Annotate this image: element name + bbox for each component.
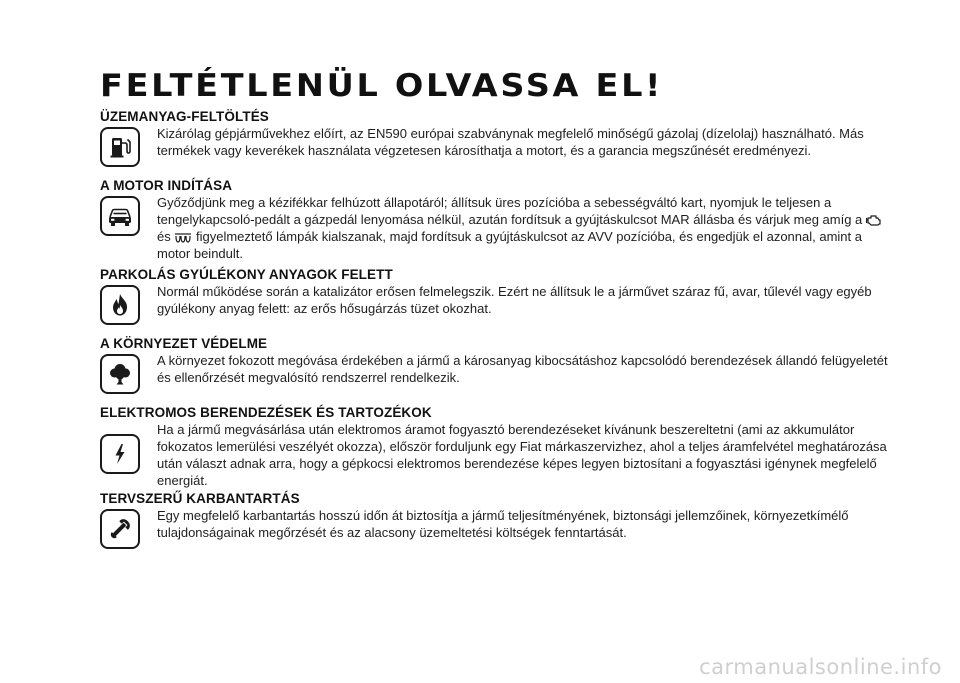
section-heading: ÜZEMANYAG-FELTÖLTÉS bbox=[100, 109, 269, 124]
glow-plug-icon bbox=[174, 232, 192, 244]
fire-icon bbox=[100, 285, 140, 325]
section-text: Egy megfelelő karbantartás hosszú időn át biztosítja a jármű teljesítményének, biztonsági jellemzőinek, környezetkímélő tulajdonságainak megőrzését és az alacsony üzemeltetési költségek fenntartását. bbox=[157, 508, 849, 540]
section-heading: TERVSZERŰ KARBANTARTÁS bbox=[100, 491, 300, 506]
section-text: A környezet fokozott megóvása érdekében a jármű a károsanyag kibocsátáshoz kapcsolódó berendezések állandó felügyeletét és ellenőrzését megvalósító rendszerrel rendelkezik. bbox=[157, 353, 888, 385]
section-heading: A MOTOR INDÍTÁSA bbox=[100, 178, 233, 193]
page-title: FELTÉTLENÜL OLVASSA EL! bbox=[100, 68, 664, 104]
section-heading: ELEKTROMOS BERENDEZÉSEK ÉS TARTOZÉKOK bbox=[100, 405, 432, 420]
tree-icon bbox=[100, 354, 140, 394]
section-heading: PARKOLÁS GYÚLÉKONY ANYAGOK FELETT bbox=[100, 267, 393, 282]
section-fueling bbox=[100, 108, 890, 167]
section-text bbox=[157, 194, 890, 262]
watermark: carmanualsonline.info bbox=[699, 655, 942, 679]
text-part: Győződjünk meg a kézifékkar felhúzott állapotáról; állítsuk üres pozícióba a sebességváltó kart, nyomjuk le teljesen a tengelykapcsoló-pedált a gázpedál lenyomása nélkül, azután fordítsuk a gyújtáskulcsot MAR állásba és várjuk meg amíg a bbox=[157, 195, 863, 227]
car-icon bbox=[100, 196, 140, 236]
wrench-icon bbox=[100, 509, 140, 549]
engine-warning-icon bbox=[866, 213, 882, 227]
section-electrical bbox=[100, 404, 890, 489]
lightning-icon bbox=[100, 434, 140, 474]
text-part: figyelmeztető lámpák kialszanak, majd fordítsuk a gyújtáskulcsot az AVV pozícióba, és engedjük el azonnal, amint a motor beindult. bbox=[157, 229, 862, 261]
section-environment bbox=[100, 335, 890, 394]
section-text: Normál működése során a katalizátor erősen felmelegszik. Ezért ne állítsuk le a járművet száraz fű, avar, tűlevél vagy egyéb gyúlékony anyag felett: az erős hősugárzás tüzet okozhat. bbox=[157, 284, 872, 316]
section-text: Ha a jármű megvásárlása után elektromos áramot fogyasztó berendezéseket kívánunk beszereltetni (ami az akkumulátor fokozatos lemerülési veszélyét okozza), először forduljunk egy Fiat márkaszervizhez, ahol a teljes áramfelvétel meghatározása után választ adnak arra, hogy a gépkocsi elektromos berendezése képes legyen biztosítani a fogyasztási igénynek megfelelő energiát. bbox=[157, 422, 887, 488]
section-engine-start bbox=[100, 177, 890, 262]
text-connector: és bbox=[157, 229, 171, 244]
section-maintenance bbox=[100, 490, 890, 549]
section-text: Kizárólag gépjárművekhez előírt, az EN590 európai szabványnak megfelelő minőségű gázolaj (dízelolaj) használható. Más termékek vagy keverékek használata végzetesen károsíthatja a motort, és a garancia megszűnését eredményezi. bbox=[157, 126, 864, 158]
section-heading: A KÖRNYEZET VÉDELME bbox=[100, 336, 268, 351]
fuel-pump-icon bbox=[100, 127, 140, 167]
section-parking bbox=[100, 266, 890, 325]
